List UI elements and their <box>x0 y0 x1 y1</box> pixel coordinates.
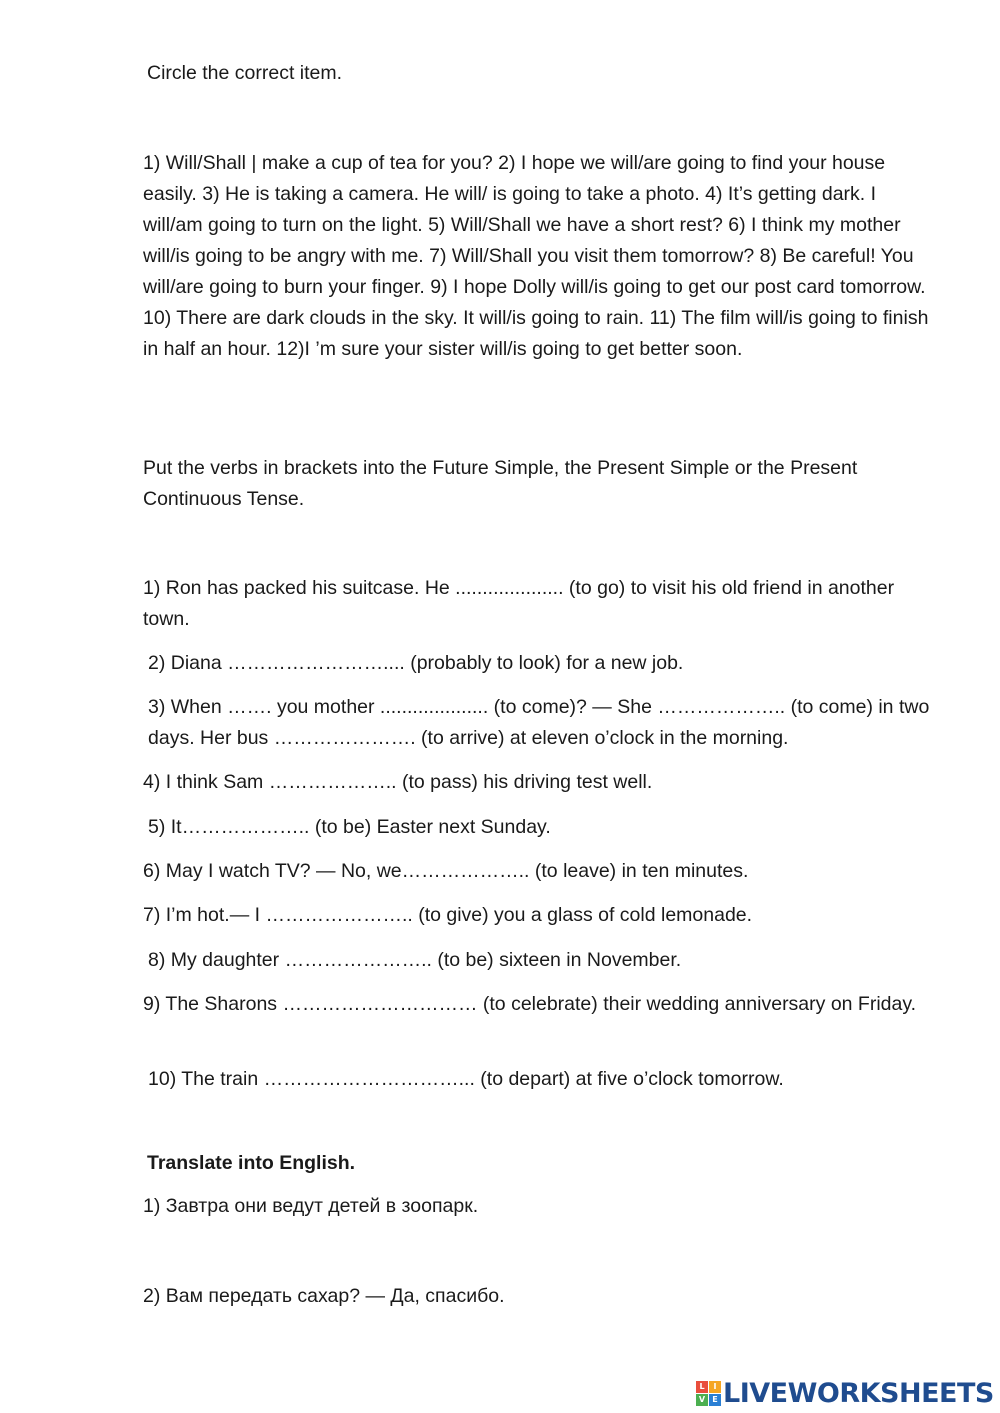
liveworksheets-logo <box>696 1378 994 1408</box>
verb-item-5: 5) It……………….. (to be) Easter next Sunday. <box>148 816 551 838</box>
verb-item-2: 2) Diana …………………….... (probably to look) for a new job. <box>148 652 684 674</box>
instruction-put-verbs: Put the verbs in brackets into the Future Simple, the Present Simple or the Present Continuous Tense. <box>143 457 858 510</box>
verb-item-3: 3) When ……. you mother .................... (to come)? — She ……………….. (to come) in two days. Her bus …………………. (to arrive) at eleven o’clock in the morning. <box>148 696 930 749</box>
verb-item-10: 10) The train …………………………... (to depart) at five o’clock tomorrow. <box>148 1068 784 1090</box>
verb-item-9: 9) The Sharons ………………………… (to celebrate) their wedding anniversary on Friday. <box>143 993 917 1015</box>
logo-cell-l: L <box>696 1381 708 1393</box>
instruction-circle: Circle the correct item. <box>147 62 343 84</box>
verb-item-1: 1) Ron has packed his suitcase. He .................... (to go) to visit his old friend in another town. <box>143 577 895 630</box>
verb-item-6: 6) May I watch TV? — No, we……………….. (to leave) in ten minutes. <box>143 860 749 882</box>
logo-cell-i: I <box>709 1381 721 1393</box>
logo-cell-v: V <box>696 1394 708 1406</box>
circle-exercise-paragraph: 1) Will/Shall | make a cup of tea for you? 2) I hope we will/are going to find your house easily. 3) He is taking a camera. He will/ is going to take a photo. 4) It’s getting dark. I will/am going to turn on the light. 5) Will/Shall we have a short rest? 6) I think my mother will/is going to be angry with me. 7) Will/Shall you visit them tomorrow? 8) Be careful! You will/are going to burn your finger. 9) I hope Dolly will/is going to get our post card tomorrow. 10) There are dark clouds in the sky. It will/is going to rain. 11) The film will/is going to finish in half an hour. 12)I ’m sure your sister will/is going to get better soon. <box>143 152 929 360</box>
translate-item-2: 2) Вам передать сахар? — Да, спасибо. <box>143 1285 505 1307</box>
verb-item-7: 7) I’m hot.— I ………………….. (to give) you a glass of cold lemonade. <box>143 904 753 926</box>
logo-grid-icon <box>696 1381 721 1406</box>
logo-cell-e: E <box>709 1394 721 1406</box>
translate-item-1: 1) Завтра они ведут детей в зоопарк. <box>143 1195 479 1217</box>
verb-item-4: 4) I think Sam ……………….. (to pass) his driving test well. <box>143 771 653 793</box>
brand-name: LIVEWORKSHEETS <box>723 1377 994 1409</box>
instruction-translate: Translate into English. <box>147 1152 356 1174</box>
verb-item-8: 8) My daughter ………………….. (to be) sixteen in November. <box>148 949 682 971</box>
